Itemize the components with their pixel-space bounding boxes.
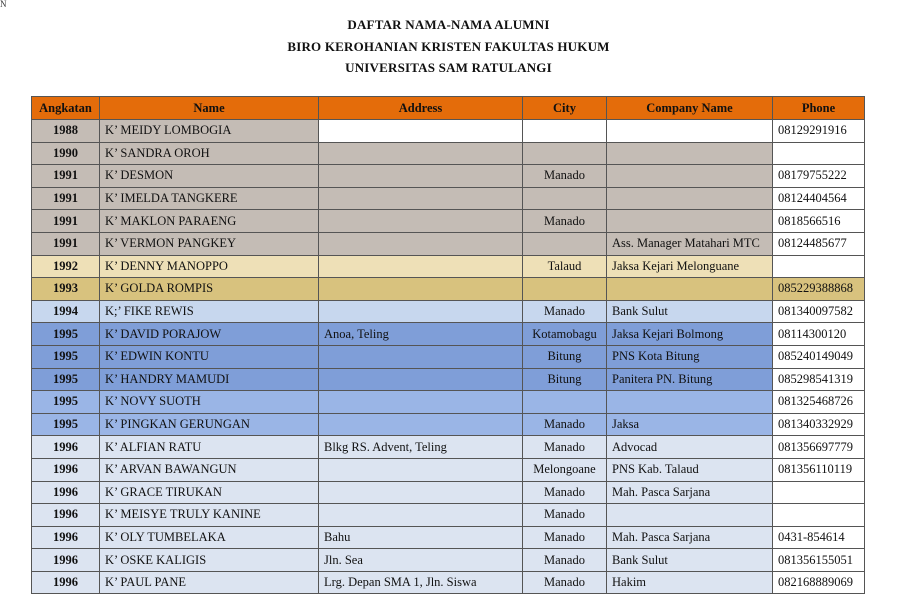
cell-address [319,187,523,210]
cell-company: Jaksa Kejari Bolmong [607,323,773,346]
cell-company [607,142,773,165]
cell-angkatan: 1991 [32,210,100,233]
alumni-table-body [32,120,865,594]
cell-address [319,458,523,481]
alumni-table [31,96,865,594]
title-line-3: UNIVERSITAS SAM RATULANGI [345,60,552,75]
cell-name: K’ GRACE TIRUKAN [100,481,319,504]
cell-angkatan: 1995 [32,345,100,368]
table-header-row [32,97,865,120]
cell-company: Jaksa Kejari Melonguane [607,255,773,278]
cell-city: Manado [523,549,607,572]
cell-address [319,413,523,436]
table-row [32,504,865,527]
cell-company: Panitera PN. Bitung [607,368,773,391]
cell-angkatan: 1990 [32,142,100,165]
cell-angkatan: 1996 [32,481,100,504]
cell-address: Jln. Sea [319,549,523,572]
cell-angkatan: 1996 [32,504,100,527]
table-row [32,549,865,572]
document-title [0,14,897,79]
cell-address [319,120,523,143]
cell-address: Lrg. Depan SMA 1, Jln. Siswa [319,571,523,594]
cell-angkatan: 1995 [32,368,100,391]
cell-angkatan: 1994 [32,300,100,323]
cell-company: Mah. Pasca Sarjana [607,526,773,549]
cell-angkatan: 1995 [32,391,100,414]
cell-company: Advocad [607,436,773,459]
cell-address [319,255,523,278]
title-line-1: DAFTAR NAMA-NAMA ALUMNI [347,17,550,32]
cell-city: Manado [523,165,607,188]
cell-angkatan: 1993 [32,278,100,301]
cell-name: K’ IMELDA TANGKERE [100,187,319,210]
cell-city: Manado [523,413,607,436]
cell-phone: 081356697779 [773,436,865,459]
table-row [32,165,865,188]
cell-phone: 085229388868 [773,278,865,301]
cell-angkatan: 1995 [32,323,100,346]
cell-company: Bank Sulut [607,300,773,323]
header-address: Address [319,97,523,120]
cell-company [607,278,773,301]
cell-name: K’ MAKLON PARAENG [100,210,319,233]
cell-city: Bitung [523,345,607,368]
cell-city: Talaud [523,255,607,278]
cell-city [523,278,607,301]
table-row [32,323,865,346]
header-city: City [523,97,607,120]
cell-address [319,232,523,255]
cell-city: Manado [523,481,607,504]
cell-phone: 081340097582 [773,300,865,323]
cell-address [319,345,523,368]
header-company: Company Name [607,97,773,120]
cell-company: Hakim [607,571,773,594]
cell-name: K’ EDWIN KONTU [100,345,319,368]
cell-name: K’ DESMON [100,165,319,188]
cell-phone: 082168889069 [773,571,865,594]
table-row [32,142,865,165]
table-row [32,571,865,594]
cell-phone [773,255,865,278]
cell-city: Manado [523,300,607,323]
cell-phone: 081356155051 [773,549,865,572]
cell-city: Manado [523,526,607,549]
cell-address [319,142,523,165]
corner-mark: N [0,0,7,9]
cell-name: K’ OSKE KALIGIS [100,549,319,572]
cell-name: K’ MEISYE TRULY KANINE [100,504,319,527]
cell-angkatan: 1991 [32,187,100,210]
cell-address: Blkg RS. Advent, Teling [319,436,523,459]
table-row [32,120,865,143]
cell-angkatan: 1996 [32,436,100,459]
cell-name: K’ OLY TUMBELAKA [100,526,319,549]
cell-address: Bahu [319,526,523,549]
cell-city: Manado [523,504,607,527]
table-row [32,526,865,549]
cell-angkatan: 1991 [32,232,100,255]
cell-phone: 08129291916 [773,120,865,143]
table-row [32,481,865,504]
cell-angkatan: 1991 [32,165,100,188]
cell-name: K’ NOVY SUOTH [100,391,319,414]
cell-city [523,142,607,165]
cell-name: K’ DENNY MANOPPO [100,255,319,278]
cell-name: K’ ALFIAN RATU [100,436,319,459]
header-phone: Phone [773,97,865,120]
cell-address [319,210,523,233]
cell-angkatan: 1992 [32,255,100,278]
table-row [32,278,865,301]
cell-phone [773,504,865,527]
cell-company: Bank Sulut [607,549,773,572]
cell-name: K;’ FIKE REWIS [100,300,319,323]
cell-address [319,278,523,301]
cell-phone: 085240149049 [773,345,865,368]
table-row [32,345,865,368]
cell-name: K’ SANDRA OROH [100,142,319,165]
cell-phone: 0431-854614 [773,526,865,549]
table-row [32,413,865,436]
cell-name: K’ GOLDA ROMPIS [100,278,319,301]
cell-company [607,187,773,210]
cell-company [607,504,773,527]
cell-phone: 08124404564 [773,187,865,210]
cell-angkatan: 1996 [32,549,100,572]
cell-company [607,391,773,414]
cell-phone [773,481,865,504]
cell-city: Melongoane [523,458,607,481]
cell-city: Bitung [523,368,607,391]
table-row [32,391,865,414]
cell-angkatan: 1996 [32,571,100,594]
cell-address: Anoa, Teling [319,323,523,346]
cell-name: K’ MEIDY LOMBOGIA [100,120,319,143]
cell-city [523,232,607,255]
table-row [32,368,865,391]
cell-address [319,391,523,414]
cell-address [319,368,523,391]
cell-phone: 08114300120 [773,323,865,346]
table-row [32,300,865,323]
table-row [32,436,865,459]
cell-phone: 0818566516 [773,210,865,233]
table-row [32,255,865,278]
cell-company: PNS Kab. Talaud [607,458,773,481]
cell-phone: 081340332929 [773,413,865,436]
table-row [32,187,865,210]
cell-city [523,187,607,210]
header-angkatan: Angkatan [32,97,100,120]
cell-name: K’ VERMON PANGKEY [100,232,319,255]
cell-name: K’ DAVID PORAJOW [100,323,319,346]
cell-city: Manado [523,436,607,459]
cell-angkatan: 1995 [32,413,100,436]
cell-phone: 081356110119 [773,458,865,481]
cell-phone [773,142,865,165]
cell-city [523,120,607,143]
cell-company [607,165,773,188]
cell-address [319,300,523,323]
table-row [32,232,865,255]
cell-name: K’ PAUL PANE [100,571,319,594]
cell-name: K’ ARVAN BAWANGUN [100,458,319,481]
cell-company: Jaksa [607,413,773,436]
cell-phone: 085298541319 [773,368,865,391]
cell-company [607,210,773,233]
cell-address [319,481,523,504]
cell-angkatan: 1996 [32,526,100,549]
cell-name: K’ PINGKAN GERUNGAN [100,413,319,436]
cell-city: Manado [523,571,607,594]
cell-phone: 08179755222 [773,165,865,188]
cell-phone: 08124485677 [773,232,865,255]
cell-angkatan: 1988 [32,120,100,143]
cell-phone: 081325468726 [773,391,865,414]
cell-angkatan: 1996 [32,458,100,481]
header-name: Name [100,97,319,120]
cell-company: Ass. Manager Matahari MTC [607,232,773,255]
cell-company [607,120,773,143]
cell-city: Kotamobagu [523,323,607,346]
cell-company: PNS Kota Bitung [607,345,773,368]
table-row [32,458,865,481]
table-row [32,210,865,233]
cell-city [523,391,607,414]
title-line-2: BIRO KEROHANIAN KRISTEN FAKULTAS HUKUM [287,38,610,54]
cell-city: Manado [523,210,607,233]
cell-address [319,504,523,527]
cell-company: Mah. Pasca Sarjana [607,481,773,504]
cell-name: K’ HANDRY MAMUDI [100,368,319,391]
cell-address [319,165,523,188]
